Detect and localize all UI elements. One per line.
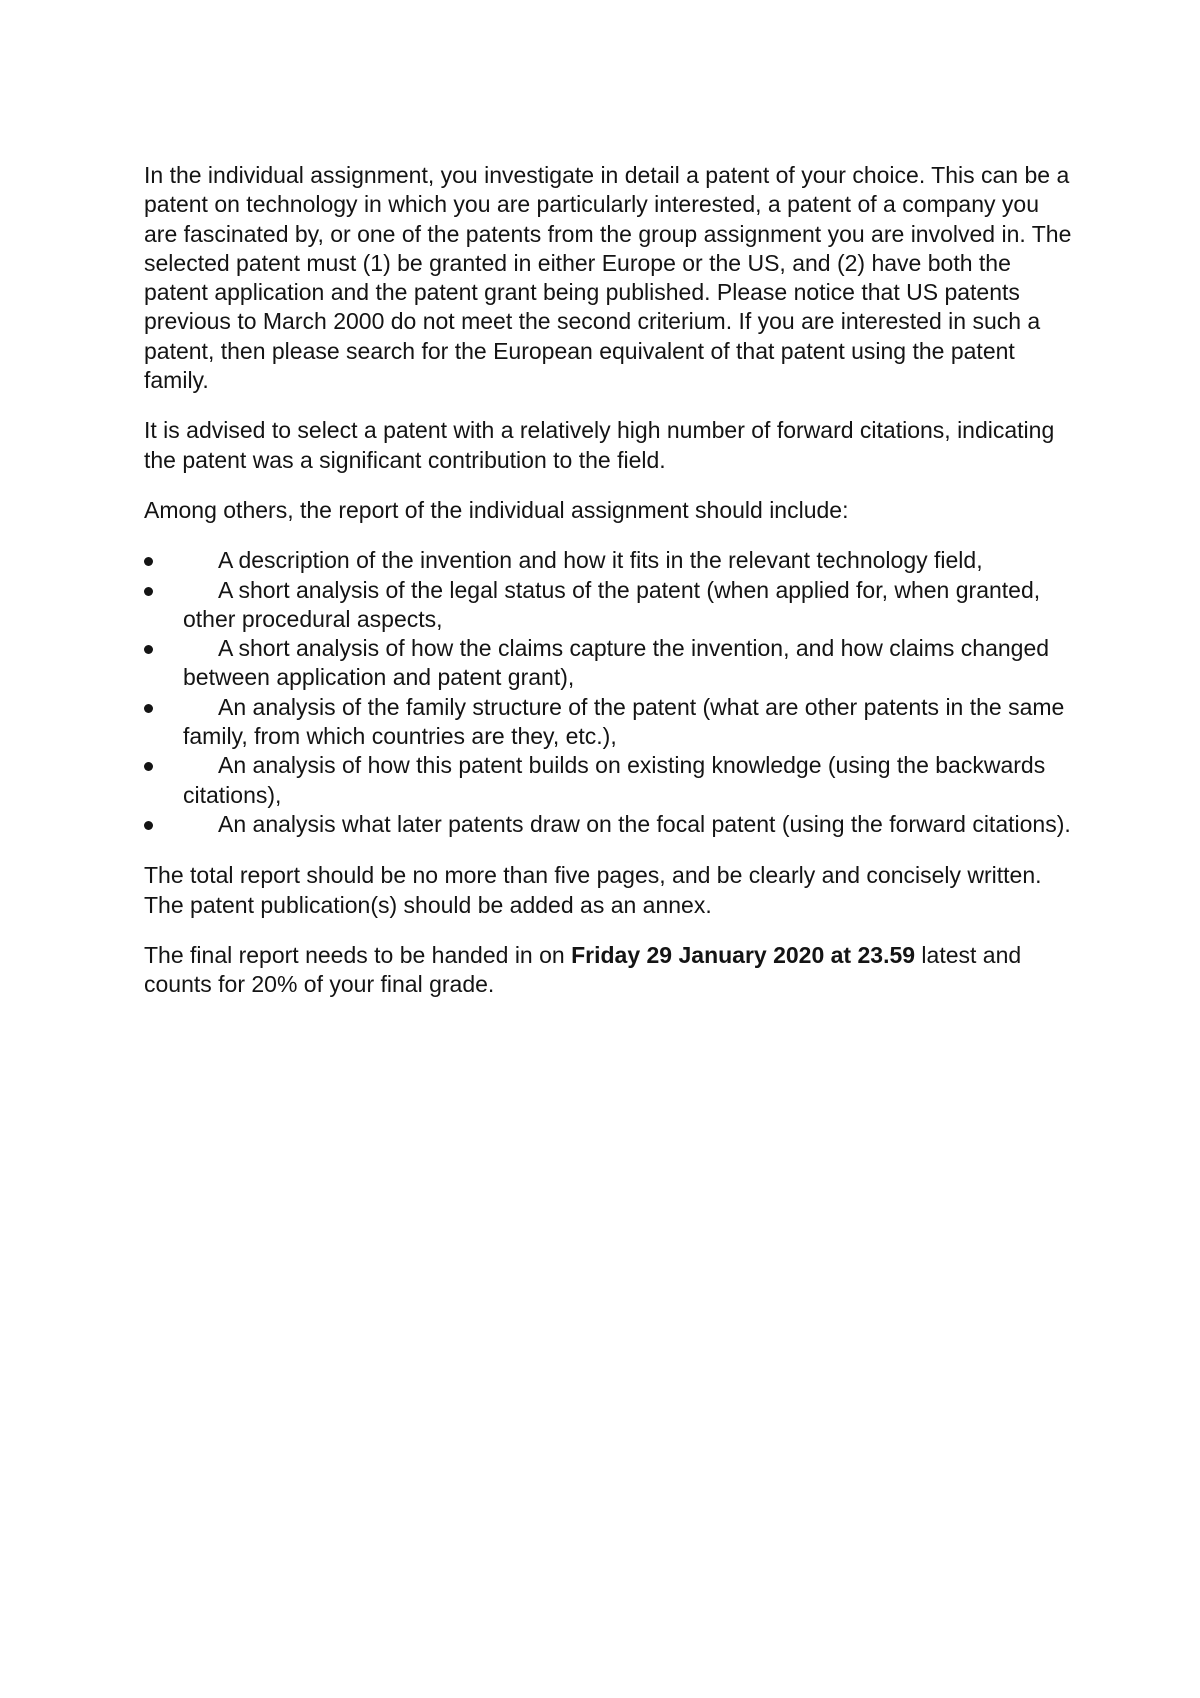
list-item — [144, 810, 1074, 839]
list-intro-paragraph: Among others, the report of the individual assignment should include: — [144, 496, 849, 523]
document-page — [144, 161, 1074, 1020]
deadline-paragraph — [144, 941, 1074, 1000]
advice-paragraph: It is advised to select a patent with a relatively high number of forward citations, indicating the patent was a significant contribution to the field. — [144, 417, 1055, 473]
bullet-icon — [144, 762, 153, 771]
list-item — [144, 546, 1074, 575]
list-item — [144, 693, 1074, 752]
intro-paragraph: In the individual assignment, you investigate in detail a patent of your choice. This can be a patent on technology in which you are particularly interested, a patent of a company you are fascinated by, or one of the patents from the group assignment you are involved in. The selected patent must (1) be granted in either Europe or the US, and (2) have both the patent application and the patent grant being published. Please notice that US patents previous to March 2000 do not meet the second criterium. If you are interested in such a patent, then please search for the European equivalent of that patent using the patent family. — [144, 162, 1072, 394]
list-item-text: A short analysis of the legal status of the patent (when applied for, when granted, other procedural aspects, — [183, 576, 1041, 632]
list-item-text: A description of the invention and how it fits in the relevant technology field, — [218, 547, 983, 574]
deadline-date: Friday 29 January 2020 at 23.59 — [571, 941, 916, 968]
list-item — [144, 576, 1074, 635]
list-item-text: An analysis what later patents draw on the focal patent (using the forward citations). — [218, 810, 1071, 837]
list-item-text: An analysis of how this patent builds on existing knowledge (using the backwards citations), — [183, 752, 1046, 808]
list-item-text: A short analysis of how the claims capture the invention, and how claims changed between application and patent grant), — [183, 635, 1050, 691]
list-item — [144, 634, 1074, 693]
bullet-icon — [144, 557, 153, 566]
bullet-icon — [144, 645, 153, 654]
deadline-prefix: The final report needs to be handed in on — [144, 941, 572, 968]
bullet-icon — [144, 821, 153, 830]
length-paragraph: The total report should be no more than five pages, and be clearly and concisely written. The patent publication(s) should be added as an annex. — [144, 862, 1042, 918]
list-item — [144, 751, 1074, 810]
bullet-icon — [144, 704, 153, 713]
list-item-text: An analysis of the family structure of the patent (what are other patents in the same family, from which countries are they, etc.), — [183, 693, 1065, 750]
bullet-icon — [144, 587, 153, 596]
deadline-suffix: latest and counts for 20% of your final grade. — [144, 941, 1022, 998]
requirements-list — [144, 546, 1074, 839]
